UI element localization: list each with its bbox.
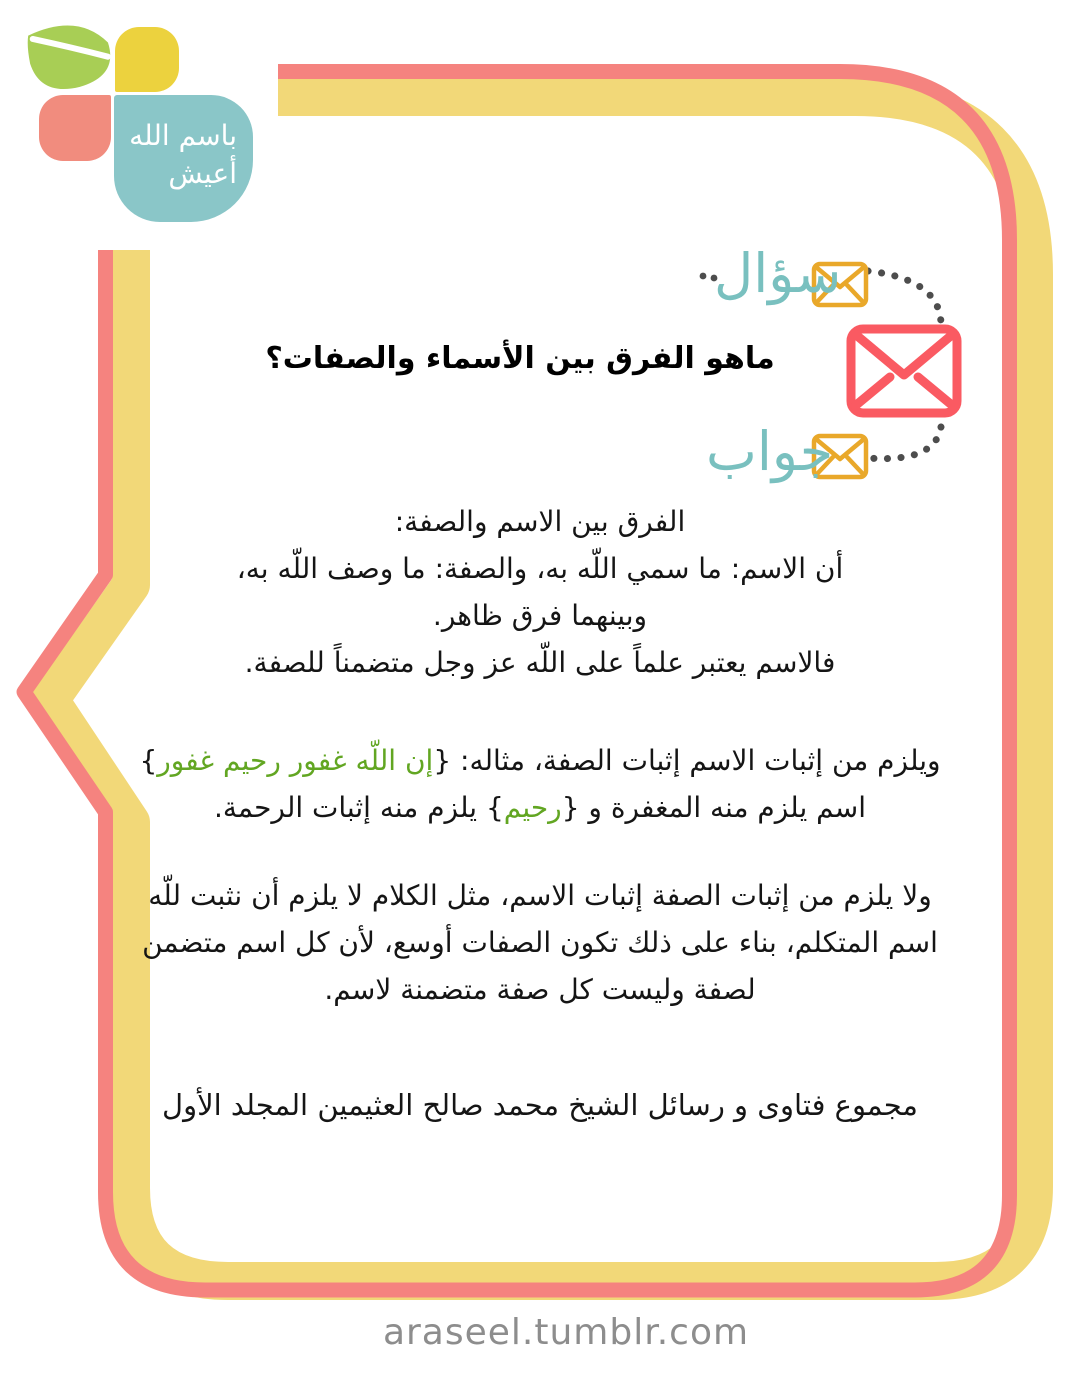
text-line: لصفة وليست كل صفة متضمنة لاسم.	[324, 973, 756, 1006]
big-mail-icon	[851, 329, 957, 413]
text-line: ولا يلزم من إثبات الصفة إثبات الاسم، مثل الكلام لا يلزم أن نثبت للّه	[148, 879, 932, 912]
site-logo	[0, 0, 280, 240]
text-line: الفرق بين الاسم والصفة:	[394, 505, 686, 538]
quran-quote: إن اللّه غفور رحيم غفور	[157, 744, 434, 777]
text-line: فالاسم يعتبر علماً على اللّه عز وجل متضمناً للصفة.	[244, 646, 836, 679]
text-line: أن الاسم: ما سمي اللّه به، والصفة: ما وصف اللّه به،	[236, 552, 844, 585]
answer-label: جواب	[706, 420, 834, 483]
logo-teal-petal	[114, 95, 253, 222]
quran-word: رحيم	[503, 791, 562, 824]
question-label: سؤال	[714, 242, 842, 305]
text-line: اسم المتكلم، بناء على ذلك تكون الصفات أوسع، لأن كل اسم متضمن	[142, 926, 938, 959]
logo-yellow-petal	[115, 27, 179, 92]
logo-text-line2: أعيش	[168, 156, 237, 190]
text-line-with-quran-quote: اسم يلزم منه المغفرة و {رحيم} يلزم منه إثبات الرحمة.	[213, 791, 867, 824]
text-line-with-quran-quote: ويلزم من إثبات الاسم إثبات الصفة، مثاله: {إن اللّه غفور رحيم غفور}	[139, 744, 941, 777]
text-line: وبينهما فرق ظاهر.	[432, 599, 648, 632]
logo-salmon-petal	[39, 95, 111, 161]
dotted-arc-bottom	[868, 427, 941, 459]
dotted-arc-top	[868, 271, 941, 324]
logo-text	[129, 117, 237, 193]
source-citation: مجموع فتاوى و رسائل الشيخ محمد صالح العثيمين المجلد الأول	[162, 1088, 918, 1122]
logo-text-line1: باسم الله	[129, 119, 237, 152]
question-text: ماهو الفرق بين الأسماء والصفات؟	[265, 341, 775, 376]
leaf-icon	[24, 20, 116, 100]
footer-url: araseel.tumblr.com	[382, 1312, 750, 1353]
